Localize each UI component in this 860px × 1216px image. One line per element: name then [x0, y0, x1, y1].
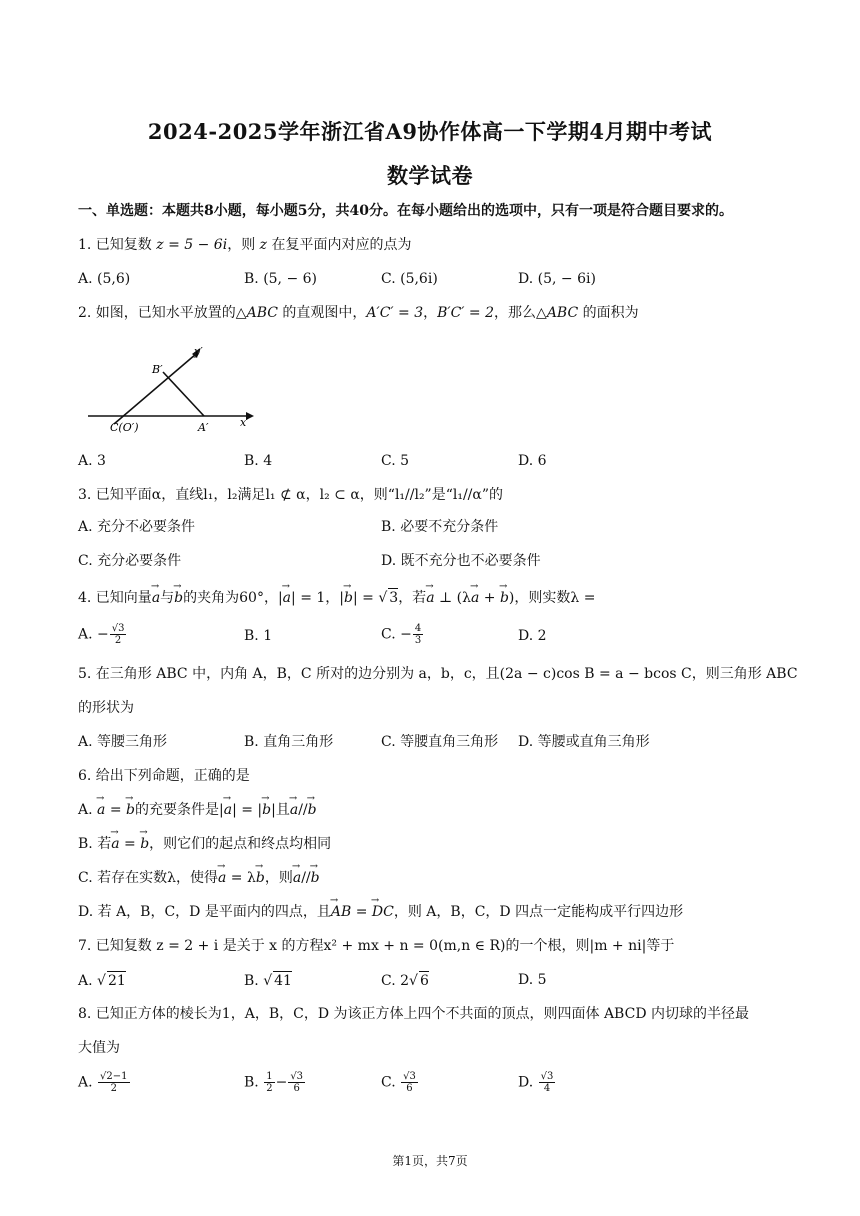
q8-option-b: B. $\frac{1}{2}$ − $\frac{√3}{6}$ — [244, 1071, 304, 1094]
q8-option-d: D. $\frac{√3}{4}$ — [518, 1071, 554, 1094]
q8-stem-line1: 8. 已知正方体的棱长为1，A，B，C，D 为该正方体上四个不共面的顶点，则四面体 ABCD 内切球的半径最 — [78, 1006, 749, 1022]
label-y: y′ — [194, 345, 203, 358]
q6-option-d: D. 若 A，B，C，D 是平面内的四点，且→ AB = → DC，则 A，B，C，D 四点一定能构成平行四边形 — [78, 903, 683, 921]
q4-option-c: C. − $\frac{4}{3}$ — [381, 623, 422, 646]
label-c: C(O′) — [110, 421, 139, 434]
q1-option-b: B. (5, − 6) — [244, 271, 318, 287]
q3-stem: 3. 已知平面α，直线l₁，l₂满足l₁ ⊄ α，l₂ ⊂ α，则“l₁//l₂”是“l₁//α”的 — [78, 487, 504, 503]
q6-option-c: C. 若存在实数λ，使得→ a = λ→ b，则→ a//→ b — [78, 869, 320, 887]
q2-option-d: D. 6 — [518, 453, 547, 469]
q7-option-a: A. √ 21 — [78, 973, 126, 989]
q5-option-d: D. 等腰或直角三角形 — [518, 734, 650, 750]
side-ab — [163, 372, 204, 416]
q5-stem-line1: 5. 在三角形 ABC 中，内角 A，B，C 所对的边分别为 a，b，c，且(2a − c)cos B = a − bcos C，则三角形 ABC — [78, 666, 798, 682]
q6-stem: 6. 给出下列命题，正确的是 — [78, 768, 250, 784]
q5-stem-line2: 的形状为 — [78, 700, 134, 716]
label-x: x′ — [240, 416, 249, 429]
q5-option-a: A. 等腰三角形 — [78, 734, 168, 750]
q3-option-b: B. 必要不充分条件 — [381, 519, 499, 535]
q2-figure — [88, 342, 268, 437]
q3-option-c: C. 充分必要条件 — [78, 553, 182, 569]
q1-option-a: A. (5,6) — [78, 271, 131, 287]
q2-stem: 2. 如图，已知水平放置的△ABC 的直观图中，A′C′ = 3，B′C′ = 2，那么△ABC 的面积为 — [78, 305, 639, 321]
q4-option-d: D. 2 — [518, 628, 547, 644]
q7-option-c: C. 2√ 6 — [381, 973, 429, 989]
q1-option-d: D. (5, − 6i) — [518, 271, 596, 287]
q6-option-a: A. → a = → b的充要条件是|→ a| = |→ b|且→ a//→ b — [78, 801, 317, 819]
page-footer: 第1页，共7页 — [392, 1154, 468, 1168]
exam-title: 2024-2025学年浙江省A9协作体高一下学期4月期中考试 — [147, 119, 713, 144]
q1-stem: 1. 已知复数 z = 5 − 6i，则 z 在复平面内对应的点为 — [78, 237, 412, 253]
q7-option-d: D. 5 — [518, 972, 547, 988]
q6-option-b: B. 若→ a = → b，则它们的起点和终点均相同 — [78, 835, 331, 853]
q4-option-b: B. 1 — [244, 628, 273, 644]
section-heading: 一、单选题：本题共8小题，每小题5分，共40分。在每小题给出的选项中，只有一项是符合题目要求的。 — [78, 203, 733, 219]
label-b: B′ — [152, 363, 163, 376]
q7-option-b: B. √ 41 — [244, 973, 292, 989]
label-a: A′ — [198, 421, 209, 434]
q5-option-b: B. 直角三角形 — [244, 734, 334, 750]
q2-option-a: A. 3 — [78, 453, 106, 469]
q7-stem: 7. 已知复数 z = 2 + i 是关于 x 的方程x² + mx + n = 0(m,n ∈ R)的一个根，则|m + ni|等于 — [78, 938, 675, 954]
q4-stem: 4. 已知向量→ a与→ b的夹角为60°，|→ a| = 1，|→ b| = √ 3，若→ a ⊥ (λ→ a + → b)，则实数λ = — [78, 588, 595, 607]
q3-option-d: D. 既不充分也不必要条件 — [381, 553, 541, 569]
exam-subtitle: 数学试卷 — [387, 163, 473, 188]
q2-option-b: B. 4 — [244, 453, 273, 469]
q8-stem-line2: 大值为 — [78, 1040, 120, 1056]
q5-option-c: C. 等腰直角三角形 — [381, 734, 499, 750]
q4-option-a: A. − $\frac{√3}{2}$ — [78, 623, 125, 646]
q1-option-c: C. (5,6i) — [381, 271, 438, 287]
q3-option-a: A. 充分不必要条件 — [78, 519, 196, 535]
q8-option-a: A. $\frac{√2-1}{2}$ — [78, 1071, 128, 1094]
q8-option-c: C. $\frac{√3}{6}$ — [381, 1071, 416, 1094]
q2-option-c: C. 5 — [381, 453, 410, 469]
